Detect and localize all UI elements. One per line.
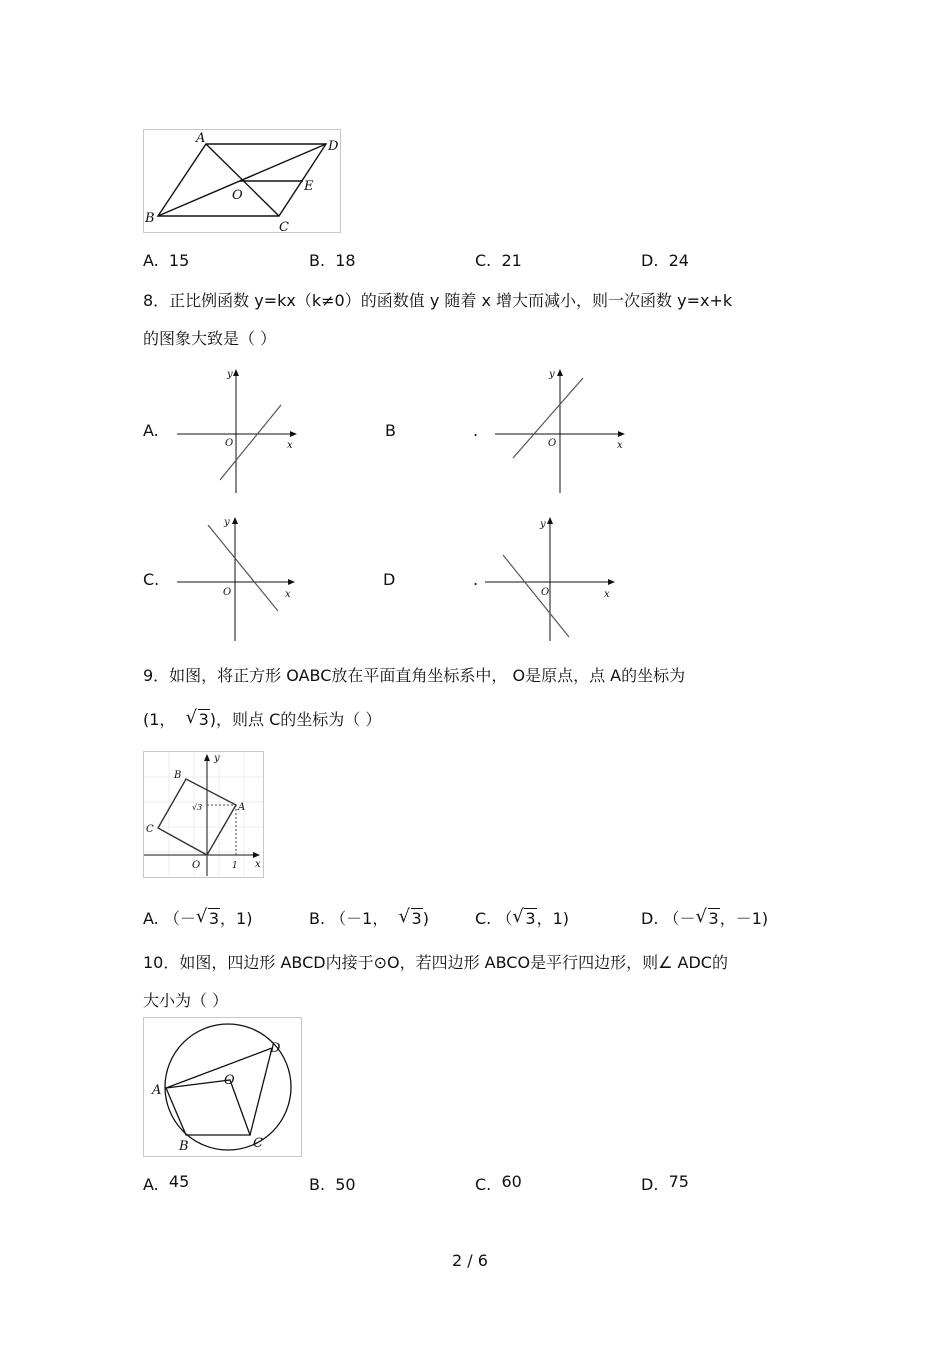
svg-text:x: x — [255, 859, 261, 870]
svg-text:1: 1 — [232, 861, 238, 871]
label-A: A — [196, 131, 206, 146]
q10-figure-circle — [143, 1017, 302, 1157]
q9-question-line1: 9．如图，将正方形 OABC放在平面直角坐标系中， O是原点，点 A的坐标为 — [143, 666, 686, 685]
svg-text:O: O — [225, 438, 234, 449]
svg-text:x: x — [287, 440, 293, 451]
svg-text:B: B — [179, 1139, 189, 1154]
q8-option-d-dot: . — [473, 570, 479, 589]
q8-option-d[interactable]: D — [383, 570, 396, 589]
svg-text:O: O — [223, 587, 232, 598]
svg-text:C: C — [253, 1136, 263, 1151]
q8-graph-d — [483, 513, 618, 643]
q10-option-b[interactable]: B. 50 — [309, 1175, 356, 1194]
q9-option-d[interactable]: D. （－ √ 3，－1) — [641, 906, 769, 928]
label-B: B — [145, 211, 155, 226]
svg-text:D: D — [270, 1041, 281, 1056]
q8-option-b-dot: . — [473, 421, 479, 440]
svg-text:O: O — [541, 587, 550, 598]
q10-question-line2: 大小为（ ） — [143, 991, 229, 1010]
q8-option-c[interactable]: C. — [143, 570, 160, 589]
label-D: D — [328, 139, 339, 154]
svg-text:x: x — [604, 589, 610, 600]
svg-text:A: A — [152, 1083, 162, 1098]
q10-option-c[interactable]: C. 60 — [475, 1172, 522, 1194]
q7-option-d[interactable]: D. 24 — [641, 251, 689, 270]
q8-question-line2: 的图象大致是（ ） — [143, 329, 277, 348]
q8-option-a[interactable]: A. — [143, 421, 159, 440]
label-E: E — [304, 179, 314, 194]
q9-option-a[interactable]: A. （－ √ 3，1) — [143, 906, 253, 928]
svg-text:y: y — [224, 517, 230, 528]
svg-text:O: O — [224, 1073, 235, 1088]
label-O: O — [232, 188, 243, 203]
svg-text:x: x — [617, 440, 623, 451]
svg-text:√3: √3 — [192, 803, 203, 812]
svg-text:y: y — [214, 753, 220, 764]
svg-text:A: A — [238, 802, 246, 813]
q9-option-b[interactable]: B. （－1， √ 3) — [309, 906, 429, 928]
q8-option-b[interactable]: B — [385, 421, 396, 440]
q9-option-c[interactable]: C. （ √ 3，1) — [475, 906, 569, 928]
svg-text:B: B — [174, 770, 182, 781]
q7-option-a[interactable]: A. 15 — [143, 251, 190, 270]
q8-graph-b — [493, 365, 628, 495]
q7-figure-parallelogram — [143, 129, 341, 233]
q7-option-b[interactable]: B. 18 — [309, 251, 356, 270]
svg-text:y: y — [549, 369, 555, 380]
q9-question-line2: (1， √ 3)，则点 C的坐标为（ ） — [143, 707, 382, 729]
svg-text:x: x — [285, 589, 291, 600]
q10-option-a[interactable]: A. 45 — [143, 1172, 190, 1194]
svg-text:O: O — [548, 438, 557, 449]
q8-graph-a — [175, 365, 300, 495]
label-C: C — [279, 220, 289, 232]
q7-option-c[interactable]: C. 21 — [475, 251, 522, 270]
q8-question-line1: 8．正比例函数 y=kx（k≠0）的函数值 y 随着 x 增大而减小，则一次函数 y=x+k — [143, 291, 733, 310]
q9-figure-square — [143, 751, 264, 878]
svg-text:C: C — [146, 824, 154, 835]
svg-text:y: y — [227, 369, 233, 380]
svg-text:O: O — [192, 860, 201, 871]
q10-question-line1: 10．如图，四边形 ABCD内接于⊙O，若四边形 ABCO是平行四边形，则∠ ADC的 — [143, 953, 728, 972]
page-number: 2 / 6 — [452, 1251, 488, 1270]
q10-option-d[interactable]: D. 75 — [641, 1172, 689, 1194]
q8-graph-c — [175, 513, 300, 643]
svg-text:y: y — [540, 519, 546, 530]
